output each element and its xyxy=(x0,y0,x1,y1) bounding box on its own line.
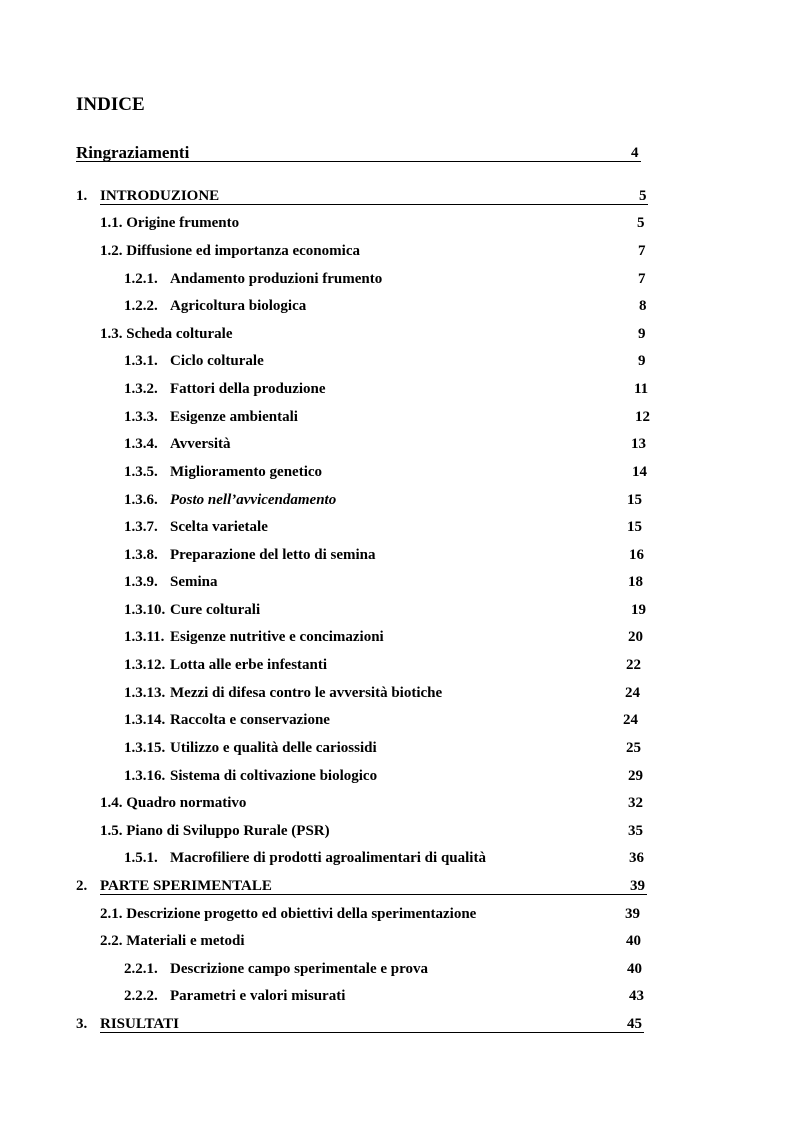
toc-entry-number: 1.3.11. xyxy=(124,629,165,645)
toc-section-page: 39 xyxy=(630,878,645,894)
toc-entry-number: 1.3.14. xyxy=(124,712,166,728)
toc-entry-label: Cure colturali xyxy=(170,602,261,618)
toc-entry-page: 32 xyxy=(628,795,643,811)
toc-entry: 2.1. Descrizione progetto ed obiettivi della sperimentazione xyxy=(100,906,477,922)
toc-entry: 1.1. Origine frumento xyxy=(100,215,240,231)
toc-entry-page: 12 xyxy=(635,409,650,425)
toc-entry-page: 19 xyxy=(631,602,646,618)
toc-entry-number: 1.3.12. xyxy=(124,657,166,673)
toc-section-number: 3. xyxy=(76,1016,88,1032)
toc-entry-page: 24 xyxy=(623,712,638,728)
toc-entry-page: 15 xyxy=(627,519,642,535)
toc-entry-label: Raccolta e conservazione xyxy=(170,712,330,728)
toc-entry-number: 1.3.9. xyxy=(124,574,158,590)
toc-entry-number: 1.3.13. xyxy=(124,685,166,701)
toc-entry-label: Miglioramento genetico xyxy=(170,464,323,480)
toc-entry-label: Mezzi di difesa contro le avversità biotiche xyxy=(170,685,443,701)
toc-entry-page: 9 xyxy=(638,326,646,342)
toc-entry-page: 25 xyxy=(626,740,641,756)
toc-entry-label: Agricoltura biologica xyxy=(170,298,307,314)
toc-section-rule xyxy=(100,204,648,205)
toc-entry: 1.3. Scheda colturale xyxy=(100,326,233,342)
toc-entry-page: 24 xyxy=(625,685,640,701)
toc-ringraziamenti-page: 4 xyxy=(631,145,639,161)
toc-ringraziamenti-label: Ringraziamenti xyxy=(76,143,190,162)
toc-entry-label: Sistema di coltivazione biologico xyxy=(170,768,378,784)
toc-section-number: 2. xyxy=(76,878,88,894)
toc-entry-page: 11 xyxy=(634,381,649,397)
toc-ringraziamenti-rule xyxy=(76,161,641,162)
toc-entry-label: Descrizione campo sperimentale e prova xyxy=(170,961,428,977)
toc-entry-number: 1.3.7. xyxy=(124,519,158,535)
toc-entry-label: Ciclo colturale xyxy=(170,353,264,369)
toc-entry-number: 2.2.2. xyxy=(124,988,158,1004)
toc-entry-number: 1.3.6. xyxy=(124,492,158,508)
toc-entry-page: 5 xyxy=(637,215,645,231)
toc-entry-label: Posto nell’avvicendamento xyxy=(170,492,337,508)
toc-entry-page: 18 xyxy=(628,574,643,590)
toc-entry-page: 16 xyxy=(629,547,644,563)
toc-entry: 1.4. Quadro normativo xyxy=(100,795,247,811)
toc-entry-number: 1.3.1. xyxy=(124,353,158,369)
toc-entry-page: 40 xyxy=(627,961,642,977)
toc-section-rule xyxy=(100,894,647,895)
toc-section-page: 5 xyxy=(639,188,647,204)
toc-entry-page: 22 xyxy=(626,657,641,673)
toc-entry-page: 43 xyxy=(629,988,644,1004)
toc-section-label: PARTE SPERIMENTALE xyxy=(100,878,272,894)
toc-entry-number: 1.3.16. xyxy=(124,768,166,784)
toc-section-page: 45 xyxy=(627,1016,642,1032)
toc-entry-page: 14 xyxy=(632,464,647,480)
toc-entry-label: Scelta varietale xyxy=(170,519,268,535)
toc-entry-number: 1.5.1. xyxy=(124,850,158,866)
toc-entry-page: 13 xyxy=(631,436,646,452)
toc-entry-label: Lotta alle erbe infestanti xyxy=(170,657,328,673)
toc-entry-number: 1.3.2. xyxy=(124,381,158,397)
toc-entry-number: 1.3.4. xyxy=(124,436,158,452)
toc-section-label: RISULTATI xyxy=(100,1016,179,1032)
toc-entry-label: Avversità xyxy=(170,436,231,452)
toc-entry-label: Esigenze ambientali xyxy=(170,409,298,425)
toc-entry-number: 1.2.1. xyxy=(124,271,158,287)
toc-entry-number: 1.2.2. xyxy=(124,298,158,314)
toc-entry-label: Macrofiliere di prodotti agroalimentari di qualità xyxy=(170,850,486,866)
toc-entry-page: 29 xyxy=(628,768,643,784)
toc-entry-number: 2.2.1. xyxy=(124,961,158,977)
toc-entry-label: Esigenze nutritive e concimazioni xyxy=(170,629,384,645)
toc-entry-number: 1.3.8. xyxy=(124,547,158,563)
toc-entry-label: Andamento produzioni frumento xyxy=(170,271,383,287)
toc-entry-label: Semina xyxy=(170,574,218,590)
toc-entry: 2.2. Materiali e metodi xyxy=(100,933,245,949)
toc-entry-page: 8 xyxy=(639,298,647,314)
toc-entry-page: 39 xyxy=(625,906,640,922)
toc-entry-label: Preparazione del letto di semina xyxy=(170,547,376,563)
toc-entry-page: 40 xyxy=(626,933,641,949)
toc-entry: 1.2. Diffusione ed importanza economica xyxy=(100,243,360,259)
toc-entry-label: Utilizzo e qualità delle cariossidi xyxy=(170,740,377,756)
toc-section-number: 1. xyxy=(76,188,88,204)
toc-entry-number: 1.3.15. xyxy=(124,740,166,756)
toc-entry-page: 36 xyxy=(629,850,644,866)
toc-entry-number: 1.3.5. xyxy=(124,464,158,480)
toc-entry-label: Parametri e valori misurati xyxy=(170,988,346,1004)
toc-entry-label: Fattori della produzione xyxy=(170,381,326,397)
toc-entry-page: 9 xyxy=(638,353,646,369)
toc-entry-number: 1.3.3. xyxy=(124,409,158,425)
toc-section-rule xyxy=(100,1032,644,1033)
toc-entry-page: 7 xyxy=(638,243,646,259)
toc-entry-number: 1.3.10. xyxy=(124,602,166,618)
toc-entry-page: 20 xyxy=(628,629,643,645)
toc-section-label: INTRODUZIONE xyxy=(100,188,220,204)
toc-entry: 1.5. Piano di Sviluppo Rurale (PSR) xyxy=(100,823,330,839)
toc-entry-page: 15 xyxy=(627,492,642,508)
page-title: INDICE xyxy=(76,94,145,115)
toc-entry-page: 7 xyxy=(638,271,646,287)
toc-entry-page: 35 xyxy=(628,823,643,839)
